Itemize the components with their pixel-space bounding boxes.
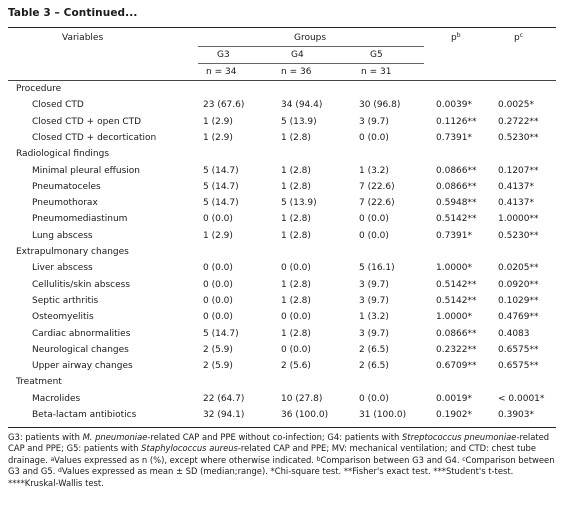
cell-pc: 0.0025* [498, 100, 534, 111]
cell-pc: 0.5230** [498, 132, 539, 143]
cell-pc: 0.4769** [498, 312, 539, 323]
cell-pc: 1.0000** [498, 214, 539, 225]
cell-pc: 0.6575** [498, 361, 539, 372]
cell-pb: 0.5142** [436, 279, 477, 290]
cell-g3: 5 (14.7) [203, 328, 239, 339]
cell-pb: 0.0866** [436, 181, 477, 192]
cell-g4: 1 (2.8) [281, 165, 311, 176]
cell-pc: 0.6575** [498, 344, 539, 355]
row-label: Pneumatoceles [32, 181, 101, 192]
cell-g4: 2 (5.6) [281, 361, 311, 372]
cell-g5: 5 (16.1) [359, 263, 395, 274]
cell-g3: 22 (64.7) [203, 393, 245, 404]
cell-g3: 2 (5.9) [203, 361, 233, 372]
row-label: Closed CTD + decortication [32, 132, 157, 143]
cell-pc: 0.4137* [498, 198, 534, 209]
cell-pb: 0.0039* [436, 100, 472, 111]
header-g5: G5 [370, 50, 383, 60]
cell-g3: 0 (0.0) [203, 214, 233, 225]
cell-pc: 0.1207** [498, 165, 539, 176]
cell-g4: 36 (100.0) [281, 410, 329, 420]
cell-g3: 23 (67.6) [203, 100, 245, 111]
cell-g5: 1 (3.2) [359, 165, 389, 176]
cell-g5: 0 (0.0) [359, 214, 389, 225]
header-g3: G3 [217, 50, 230, 60]
row-label: Septic arthritis [32, 295, 99, 306]
header-bottom-rule [8, 80, 556, 81]
header-n3: n = 34 [206, 67, 237, 77]
cell-pb: 0.5142** [436, 295, 477, 306]
cell-g5: 3 (9.7) [359, 295, 389, 306]
row-label: Osteomyelitis [32, 312, 94, 323]
header-variables: Variables [62, 33, 104, 43]
row-label: Cellulitis/skin abscess [32, 279, 131, 290]
subheader-rule [198, 63, 424, 64]
cell-g5: 0 (0.0) [359, 132, 389, 143]
cell-g5: 2 (6.5) [359, 361, 389, 372]
cell-pb: 0.1126** [436, 116, 477, 127]
cell-g5: 3 (9.7) [359, 279, 389, 290]
row-label: Closed CTD + open CTD [32, 116, 142, 127]
cell-g3: 0 (0.0) [203, 279, 233, 290]
cell-pb: 0.7391* [436, 230, 472, 241]
cell-pc: 0.4083 [498, 328, 530, 339]
cell-g5: 7 (22.6) [359, 181, 395, 192]
cell-pb: 0.5948** [436, 198, 477, 209]
row-label: Minimal pleural effusion [32, 165, 140, 176]
cell-g3: 32 (94.1) [203, 410, 245, 420]
cell-g3: 5 (14.7) [203, 198, 239, 209]
cell-g3: 5 (14.7) [203, 165, 239, 176]
cell-pb: 1.0000* [436, 312, 472, 323]
cell-g3: 1 (2.9) [203, 116, 233, 127]
cell-g3: 1 (2.9) [203, 230, 233, 241]
cell-g4: 1 (2.8) [281, 328, 311, 339]
cell-pb: 0.5142** [436, 214, 477, 225]
cell-pc: 0.0205** [498, 263, 539, 274]
table-title: Table 3 – Continued... [8, 7, 138, 19]
cell-g5: 0 (0.0) [359, 230, 389, 241]
row-label: Pneumomediastinum [32, 214, 128, 225]
cell-pb: 0.0019* [436, 393, 472, 404]
cell-g5: 2 (6.5) [359, 344, 389, 355]
cell-g4: 0 (0.0) [281, 312, 311, 323]
table-footnote: G3: patients with M. pneumoniae-related CAP and PPE without co-infection; G4: patients with Streptococcus pneumoniae-related CAP and PPE; G5: patients with Staphylococcus aureus-related CAP and PPE; MV: mechanical ventilation; and CTD: chest tube drainage. $^a$Values expressed as n (%), except where otherwise indicated. $^b$Comparison between G3 and G4. $^c$Comparison between G3 and G5. $^d$Values expressed as mean ± SD (median;range). *Chi-square test. **Fisher's exact test. ***Student's t-test. ****Kruskal-Wallis test. [8, 432, 555, 488]
cell-g4: 1 (2.8) [281, 279, 311, 290]
header-g4: G4 [291, 50, 304, 60]
cell-g3: 5 (14.7) [203, 181, 239, 192]
cell-g5: 0 (0.0) [359, 393, 389, 404]
cell-pb: 0.0866** [436, 165, 477, 176]
cell-pc: 0.1029** [498, 295, 539, 306]
cell-g3: 0 (0.0) [203, 263, 233, 274]
header-n4: n = 36 [281, 67, 312, 77]
cell-g3: 2 (5.9) [203, 344, 233, 355]
top-rule [8, 27, 556, 28]
cell-g4: 0 (0.0) [281, 263, 311, 274]
bottom-rule [8, 427, 556, 428]
header-p-c: $p^c$ [514, 32, 524, 43]
cell-g3: 0 (0.0) [203, 295, 233, 306]
cell-pb: 1.0000* [436, 263, 472, 274]
cell-pc: 0.0920** [498, 279, 539, 290]
cell-pb: 0.0866** [436, 328, 477, 339]
section-heading: Procedure [16, 84, 62, 94]
cell-g4: 34 (94.4) [281, 100, 323, 111]
section-heading: Extrapulmonary changes [16, 247, 129, 257]
cell-pc: 0.2722** [498, 116, 539, 127]
cell-g3: 0 (0.0) [203, 312, 233, 323]
cell-g4: 5 (13.9) [281, 198, 317, 209]
row-label: Lung abscess [32, 230, 93, 241]
row-label: Beta-lactam antibiotics [32, 410, 137, 420]
cell-g4: 1 (2.8) [281, 214, 311, 225]
cell-pc: 0.3903* [498, 410, 534, 420]
section-heading: Radiological findings [16, 149, 110, 160]
cell-g5: 3 (9.7) [359, 116, 389, 127]
row-label: Closed CTD [32, 100, 84, 111]
section-heading: Treatment [16, 377, 62, 388]
header-n5: n = 31 [361, 67, 392, 77]
cell-pc: 0.5230** [498, 230, 539, 241]
cell-g4: 1 (2.8) [281, 230, 311, 241]
cell-pb: 0.2322** [436, 344, 477, 355]
row-label: Cardiac abnormalities [32, 328, 131, 339]
cell-g4: 1 (2.8) [281, 132, 311, 143]
row-label: Pneumothorax [32, 198, 98, 209]
cell-g4: 1 (2.8) [281, 181, 311, 192]
cell-g4: 0 (0.0) [281, 344, 311, 355]
cell-pb: 0.7391* [436, 132, 472, 143]
row-label: Upper airway changes [32, 361, 133, 372]
row-label: Liver abscess [32, 263, 93, 274]
cell-g5: 3 (9.7) [359, 328, 389, 339]
row-label: Macrolides [32, 393, 81, 404]
header-p-b: $p^b$ [451, 32, 461, 43]
cell-pb: 0.6709** [436, 361, 477, 372]
cell-g5: 30 (96.8) [359, 100, 401, 111]
cell-pc: 0.4137* [498, 181, 534, 192]
header-groups: Groups [294, 33, 327, 43]
groups-rule [198, 46, 424, 47]
cell-pc: < 0.0001* [498, 393, 545, 404]
cell-pb: 0.1902* [436, 410, 472, 420]
cell-g4: 5 (13.9) [281, 116, 317, 127]
cell-g5: 7 (22.6) [359, 198, 395, 209]
cell-g4: 10 (27.8) [281, 393, 323, 404]
row-label: Neurological changes [32, 344, 129, 355]
cell-g5: 1 (3.2) [359, 312, 389, 323]
cell-g3: 1 (2.9) [203, 132, 233, 143]
cell-g4: 1 (2.8) [281, 295, 311, 306]
cell-g5: 31 (100.0) [359, 410, 407, 420]
